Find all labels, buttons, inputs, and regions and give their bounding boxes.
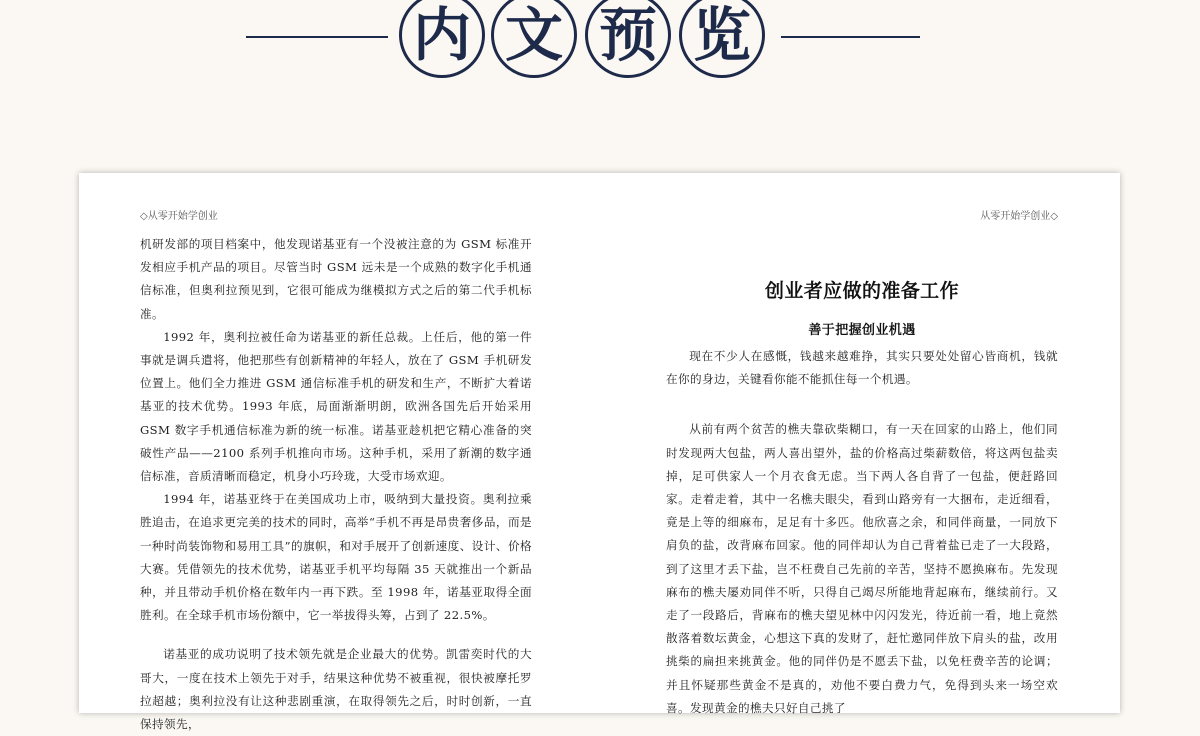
paragraph: 现在不少人在感慨，钱越来越难挣，其实只要处处留心皆商机，钱就在你的身边，关键看你能不能抓住每一个机遇。	[666, 349, 1058, 387]
banner-char: 览	[692, 1, 751, 69]
banner-char-circle	[585, 0, 671, 78]
paragraph-gap	[666, 391, 1058, 418]
banner-char-circle	[679, 0, 765, 78]
paragraph: 1992 年，奥利拉被任命为诺基亚的新任总裁。上任后，他的第一件事就是调兵遣将，他把那些有创新精神的年轻人，放在了 GSM 手机研发位置上。他们全力推进 GSM 通信标准手机的研发和生产，不断扩大着诺基亚的技术优势。1993 年底，局面渐渐明朗，欧洲各国先后开始采用 GSM 数字手机通信标准为新的统一标准。诺基亚趁机把它精心准备的突破性产品——2100 系列手机推向市场。这种手机，采用了新潮的数字通信标准，音质清晰而稳定，机身小巧玲珑，大受市场欢迎。	[140, 329, 532, 484]
banner-char: 预	[598, 1, 657, 69]
banner-char: 内	[412, 1, 471, 69]
banner-char-circle	[399, 0, 485, 78]
book-spread	[79, 173, 1120, 732]
banner-char: 文	[504, 1, 563, 69]
chapter-title: 创业者应做的准备工作	[764, 280, 959, 302]
banner-rule-left	[246, 36, 388, 38]
paragraph: 1994 年，诺基亚终于在美国成功上市，吸纳到大量投资。奥利拉乘胜追击，在追求更完美的技术的同时，高举“手机不再是昂贵奢侈品，而是一种时尚装饰物和易用工具”的旗帜，和对手展开了创新速度、设计、价格大赛。凭借领先的技术优势，诺基亚手机平均每隔 35 天就推出一个新品种，并且带动手机价格在数年内一再下跌。至 1998 年，诺基亚取得全面胜利。在全球手机市场份额中，它一举拔得头筹，占到了 22.5%。	[140, 492, 532, 623]
left-page	[140, 233, 532, 736]
right-page	[666, 233, 1058, 720]
paragraph: 从前有两个贫苦的樵夫靠砍柴糊口，有一天在回家的山路上，他们同时发现两大包盐，两人喜出望外，盐的价格高过柴薪数倍，将这两包盐卖掉，足可供家人一个月衣食无虑。当下两人各自背了一包盐，便赶路回家。走着走着，其中一名樵夫眼尖，看到山路旁有一大捆布，走近细看，竟是上等的细麻布，足足有十多匹。他欣喜之余，和同伴商量，一同放下肩负的盐，改背麻布回家。他的同伴却认为自己背着盐已走了一大段路，到了这里才丢下盐，岂不枉费自己先前的辛苦，坚持不愿换麻布。先发现麻布的樵夫屡劝同伴不听，只得自己竭尽所能地背起麻布，继续前行。又走了一段路后，背麻布的樵夫望见林中闪闪发光，待近前一看，地上竟然散落着数坛黄金，心想这下真的发财了，赶忙邀同伴放下肩头的盐，改用挑柴的扁担来挑黄金。他的同伴仍是不愿丢下盐，以免枉费辛苦的论调；并且怀疑那些黄金不是真的，劝他不要白费力气，免得到头来一场空欢喜。发现黄金的樵夫只好自己挑了	[666, 422, 1058, 715]
paragraph: 机研发部的项目档案中，他发现诺基亚有一个没被注意的为 GSM 标准开发相应手机产品的项目。尽管当时 GSM 远未是一个成熟的数字化手机通信标准，但奥利拉预见到，它很可能成为继模拟方式之后的第二代手机标准。	[140, 237, 532, 321]
section-title: 善于把握创业机遇	[808, 323, 916, 338]
banner-rule-right	[781, 36, 920, 38]
running-header-left: ◇从零开始学创业	[140, 211, 218, 222]
paragraph-gap	[140, 627, 532, 643]
paragraph: 诺基亚的成功说明了技术领先就是企业最大的优势。凯雷奕时代的大哥大，一度在技术上领先于对手，结果这种优势不被重视，很快被摩托罗拉超越；奥利拉没有让这种悲剧重演，在取得领先之后，时时创新，一直保持领先，	[140, 647, 532, 732]
banner-char-circle	[491, 0, 577, 78]
section-banner	[0, 0, 1200, 100]
running-header-right: 从零开始学创业◇	[980, 211, 1058, 222]
